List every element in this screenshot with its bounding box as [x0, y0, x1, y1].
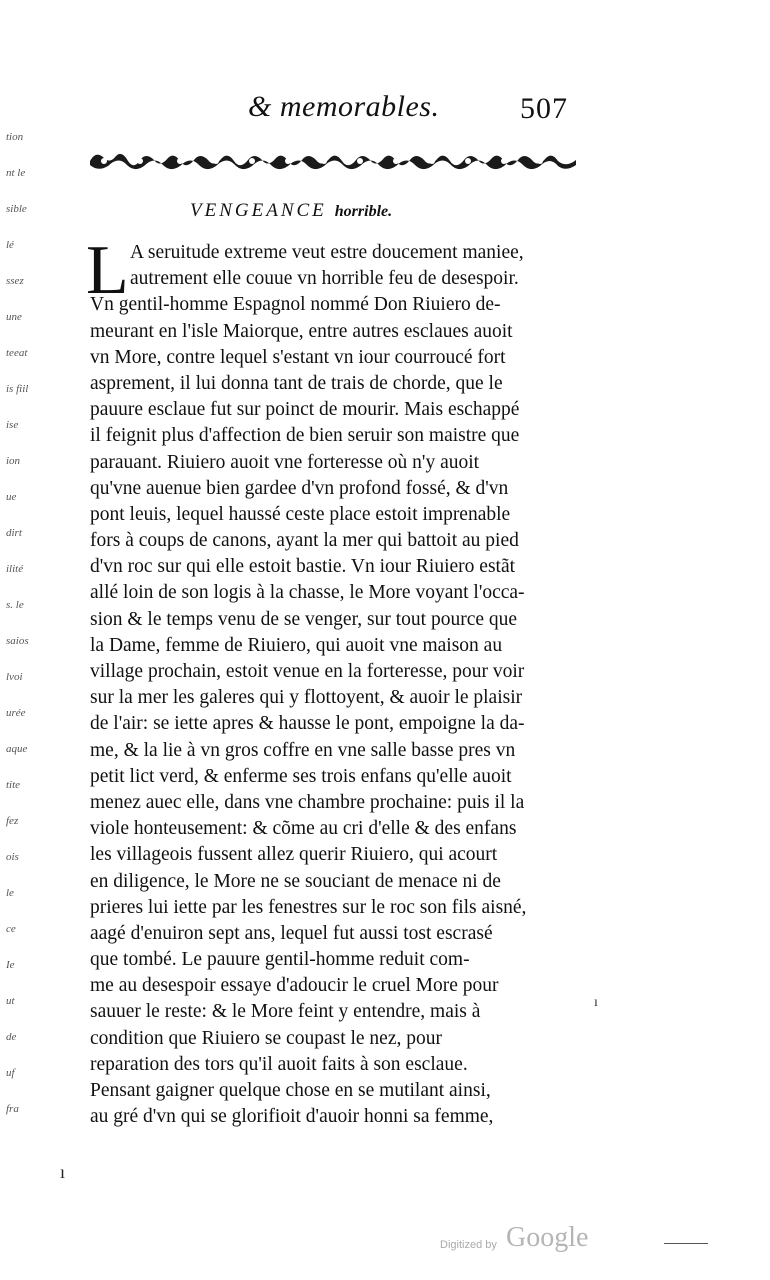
text-line: en diligence, le More ne se souciant de menace ni de	[90, 870, 501, 892]
margin-bleed-fragment: ois	[6, 851, 19, 863]
section-title-sub: horrible.	[334, 203, 393, 220]
margin-bleed-fragment: une	[6, 311, 22, 323]
text-line: que tombé. Le pauure gentil-homme reduit com-	[90, 949, 470, 971]
margin-bleed-fragment: de	[6, 1031, 17, 1043]
margin-mark: ı	[594, 995, 598, 1010]
margin-bleed-fragment: ce	[6, 923, 16, 935]
section-title-main: VENGEANCE	[190, 200, 327, 221]
drop-cap: L	[86, 232, 129, 309]
text-line: village prochain, estoit venue en la forteresse, pour voir	[90, 661, 525, 682]
margin-bleed-fragment: dirt	[6, 527, 22, 539]
text-line: la Dame, femme de Riuiero, qui auoit vne maison au	[90, 634, 503, 656]
text-line: sur la mer les galeres qui y flottoyent, & auoir le plaisir	[90, 687, 523, 709]
margin-bleed-fragment: lé	[6, 239, 14, 251]
margin-bleed-fragment: tite	[6, 779, 21, 791]
text-line: vn More, contre lequel s'estant vn iour courroucé fort	[90, 346, 506, 368]
google-watermark	[440, 1222, 680, 1262]
text-line: allé loin de son logis à la chasse, le More voyant l'occa-	[90, 582, 525, 604]
text-line: pauure esclaue fut sur poinct de mourir. Mais eschappé	[90, 399, 520, 421]
margin-bleed-fragment: Ie	[6, 959, 15, 971]
margin-bleed-fragment: lvoi	[6, 671, 23, 683]
running-head: & memorables.	[248, 90, 440, 123]
text-line: petit lict verd, & enferme ses trois enfans qu'elle auoit	[90, 765, 512, 787]
text-line: condition que Riuiero se coupast le nez, pour	[90, 1027, 442, 1049]
text-line: les villageois fussent allez querir Riuiero, qui acourt	[90, 844, 498, 866]
google-logo: Google	[506, 1222, 589, 1253]
text-line: A seruitude extreme veut estre doucement maniee,	[130, 242, 524, 263]
ornament-band	[88, 148, 578, 174]
margin-bleed-fragment: tion	[6, 131, 24, 143]
margin-bleed-fragment: ssez	[6, 275, 24, 287]
text-line: viole honteusement: & cõme au cri d'elle & des enfans	[90, 818, 517, 840]
margin-bleed-fragment: uf	[6, 1067, 15, 1079]
text-line: il feignit plus d'affection de bien seruir son maistre que	[90, 425, 520, 447]
text-line: d'vn roc sur qui elle estoit bastie. Vn iour Riuiero estãt	[90, 556, 516, 578]
text-line: reparation des tors qu'il auoit faits à son esclaue.	[90, 1053, 468, 1075]
footer-rule	[664, 1243, 708, 1244]
margin-bleed-fragment: sible	[6, 203, 27, 215]
text-line: menez auec elle, dans vne chambre prochaine: puis il la	[90, 791, 525, 813]
margin-bleed-fragment: urée	[6, 707, 26, 719]
text-line: de l'air: se iette apres & hausse le pont, empoigne la da-	[90, 713, 525, 735]
text-line: asprement, il lui donna tant de trais de chorde, que le	[90, 372, 503, 394]
text-line: aagé d'enuiron sept ans, lequel fut aussi tost escrasé	[90, 922, 493, 944]
text-line: autrement elle couue vn horrible feu de desespoir.	[130, 268, 519, 290]
margin-bleed-fragment: ut	[6, 995, 15, 1007]
margin-bleed-fragment: is fiil	[6, 383, 29, 395]
page-number: 507	[520, 92, 568, 125]
margin-bleed-through	[6, 130, 46, 1115]
text-line: prieres lui iette par les fenestres sur le roc son fils aisné,	[90, 896, 527, 918]
margin-bleed-fragment: saios	[6, 635, 29, 647]
margin-bleed-fragment: aque	[6, 743, 28, 755]
text-line: au gré d'vn qui se glorifioit d'auoir honni sa femme,	[90, 1106, 494, 1128]
text-line: me au desespoir essaye d'adoucir le cruel More pour	[90, 975, 499, 997]
text-line: sion & le temps venu de se venger, sur tout pource que	[90, 608, 518, 630]
section-title	[190, 200, 530, 222]
text-line: sauuer le reste: & le More feint y entendre, mais à	[90, 1001, 481, 1023]
margin-bleed-fragment: ue	[6, 491, 17, 503]
text-line: parauant. Riuiero auoit vne forteresse où n'y auoit	[90, 451, 480, 473]
watermark-digitized-label: Digitized by	[440, 1239, 497, 1251]
text-line: Vn gentil-homme Espagnol nommé Don Riuiero de-	[90, 294, 501, 316]
margin-bleed-fragment: ise	[6, 419, 19, 431]
margin-mark: ı	[60, 1162, 66, 1182]
margin-bleed-fragment: fez	[6, 815, 19, 827]
text-line: meurant en l'isle Maiorque, entre autres esclaues auoit	[90, 320, 513, 342]
margin-bleed-fragment: ilité	[6, 563, 24, 575]
text-line: fors à coups de canons, ayant la mer qui battoit au pied	[90, 530, 519, 552]
text-line: me, & la lie à vn gros coffre en vne salle basse pres vn	[90, 739, 516, 761]
text-line: qu'vne auenue bien gardee d'vn profond fossé, & d'vn	[90, 477, 509, 499]
margin-bleed-fragment: s. le	[6, 599, 24, 611]
margin-bleed-fragment: le	[6, 887, 14, 899]
margin-bleed-fragment: fra	[6, 1103, 19, 1115]
margin-bleed-fragment: teeat	[6, 347, 28, 359]
body-text	[90, 240, 588, 1130]
text-line: Pensant gaigner quelque chose en se mutilant ainsi,	[90, 1080, 491, 1101]
margin-bleed-fragment: nt le	[6, 167, 26, 179]
margin-bleed-fragment: ion	[6, 455, 21, 467]
text-line: pont leuis, lequel haussé ceste place estoit imprenable	[90, 503, 511, 525]
